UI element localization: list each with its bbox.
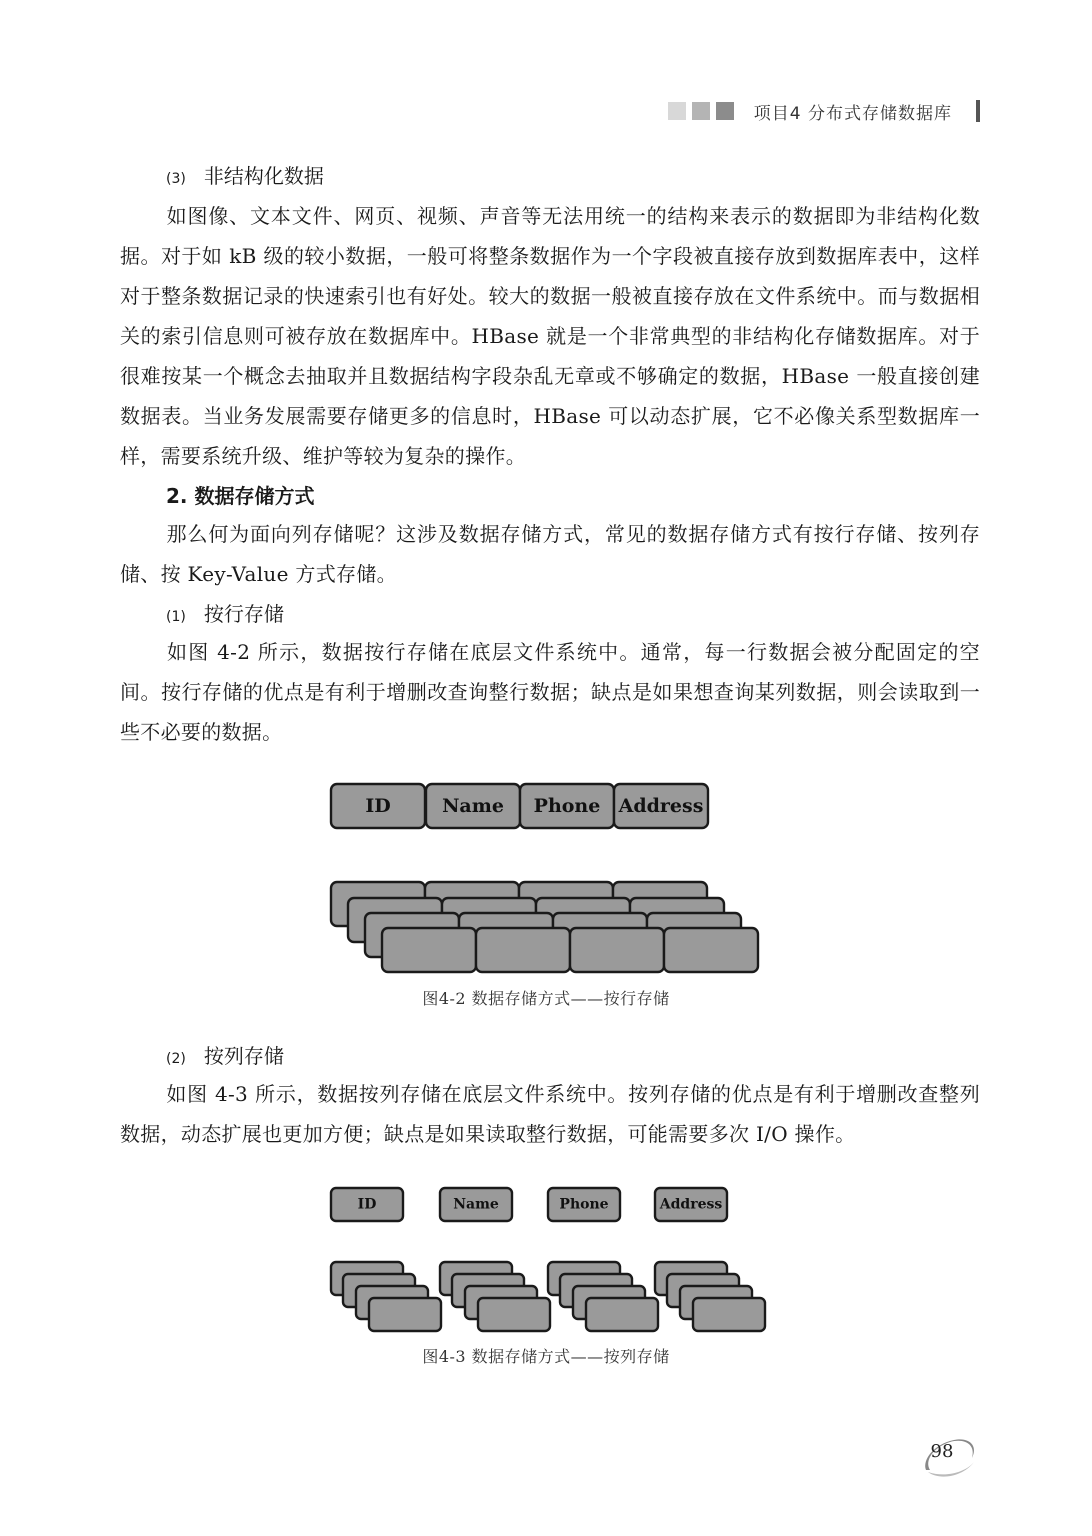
subsection-number: (1)	[166, 609, 186, 625]
figure-4-2-row-store	[331, 784, 758, 972]
row-record-cell	[382, 928, 476, 972]
header-label-name: Name	[442, 795, 504, 817]
header-label-id: ID	[365, 795, 391, 817]
column-stack-cell	[586, 1298, 658, 1331]
paragraph-column-store: 如图 4-3 所示，数据按列存储在底层文件系统中。按列存储的优点是有利于增删改查整列数据，动态扩展也更加方便；缺点是如果读取整行数据，可能需要多次 I/O 操作。	[120, 1082, 980, 1146]
header-title: 项目4 分布式存储数据库	[753, 103, 952, 124]
column-label-name: Name	[453, 1196, 499, 1213]
paragraph-row-store: 如图 4-2 所示，数据按行存储在底层文件系统中。通常，每一行数据会被分配固定的空间。按行存储的优点是有利于增删改查询整行数据；缺点是如果想查询某列数据，则会读取到一些不必要的数据。	[120, 640, 980, 744]
column-stack-cell	[478, 1298, 550, 1331]
column-stack-cell	[693, 1298, 765, 1331]
column-stack-cell	[369, 1298, 441, 1331]
figure-4-3-caption: 图4-3 数据存储方式——按列存储	[422, 1347, 670, 1366]
row-record-cell	[476, 928, 570, 972]
figure-4-2-caption: 图4-2 数据存储方式——按行存储	[422, 989, 670, 1008]
header-label-phone: Phone	[533, 795, 601, 817]
paragraph-intro: 那么何为面向列存储呢？这涉及数据存储方式，常见的数据存储方式有按行存储、按列存储、按 Key-Value 方式存储。	[120, 522, 980, 586]
column-label-address: Address	[659, 1196, 723, 1213]
subsection-title: 按列存储	[203, 1044, 284, 1068]
row-record-cell	[570, 928, 664, 972]
subsection-2-heading	[166, 1036, 284, 1079]
section-heading: 2. 数据存储方式	[166, 484, 315, 508]
header-label-address: Address	[618, 795, 704, 817]
subsection-title: 按行存储	[203, 602, 284, 626]
row-record-cell	[664, 928, 758, 972]
figure-4-3-column-store	[331, 1188, 765, 1331]
column-label-phone: Phone	[559, 1196, 609, 1213]
subsection-number: (3)	[166, 171, 186, 187]
paragraph-unstructured: 如图像、文本文件、网页、视频、声音等无法用统一的结构来表示的数据即为非结构化数据。对于如 kB 级的较小数据，一般可将整条数据作为一个字段被直接存放到数据库表中，这样对于整条数据记录的快速索引也有好处。较大的数据一般被直接存放在文件系统中。而与数据相关的索引信息则可被存放在数据库中。HBase 就是一个非常典型的非结构化存储数据库。对于很难按某一个概念去抽取并且数据结构字段杂乱无章或不够确定的数据，HBase 一般直接创建数据表。当业务发展需要存储更多的信息时，HBase 可以动态扩展，它不必像关系型数据库一样，需要系统升级、维护等较为复杂的操作。	[120, 204, 980, 468]
subsection-number: (2)	[166, 1051, 186, 1067]
column-label-id: ID	[357, 1196, 377, 1213]
page-number: 98	[930, 1441, 954, 1462]
subsection-title: 非结构化数据	[203, 164, 324, 188]
